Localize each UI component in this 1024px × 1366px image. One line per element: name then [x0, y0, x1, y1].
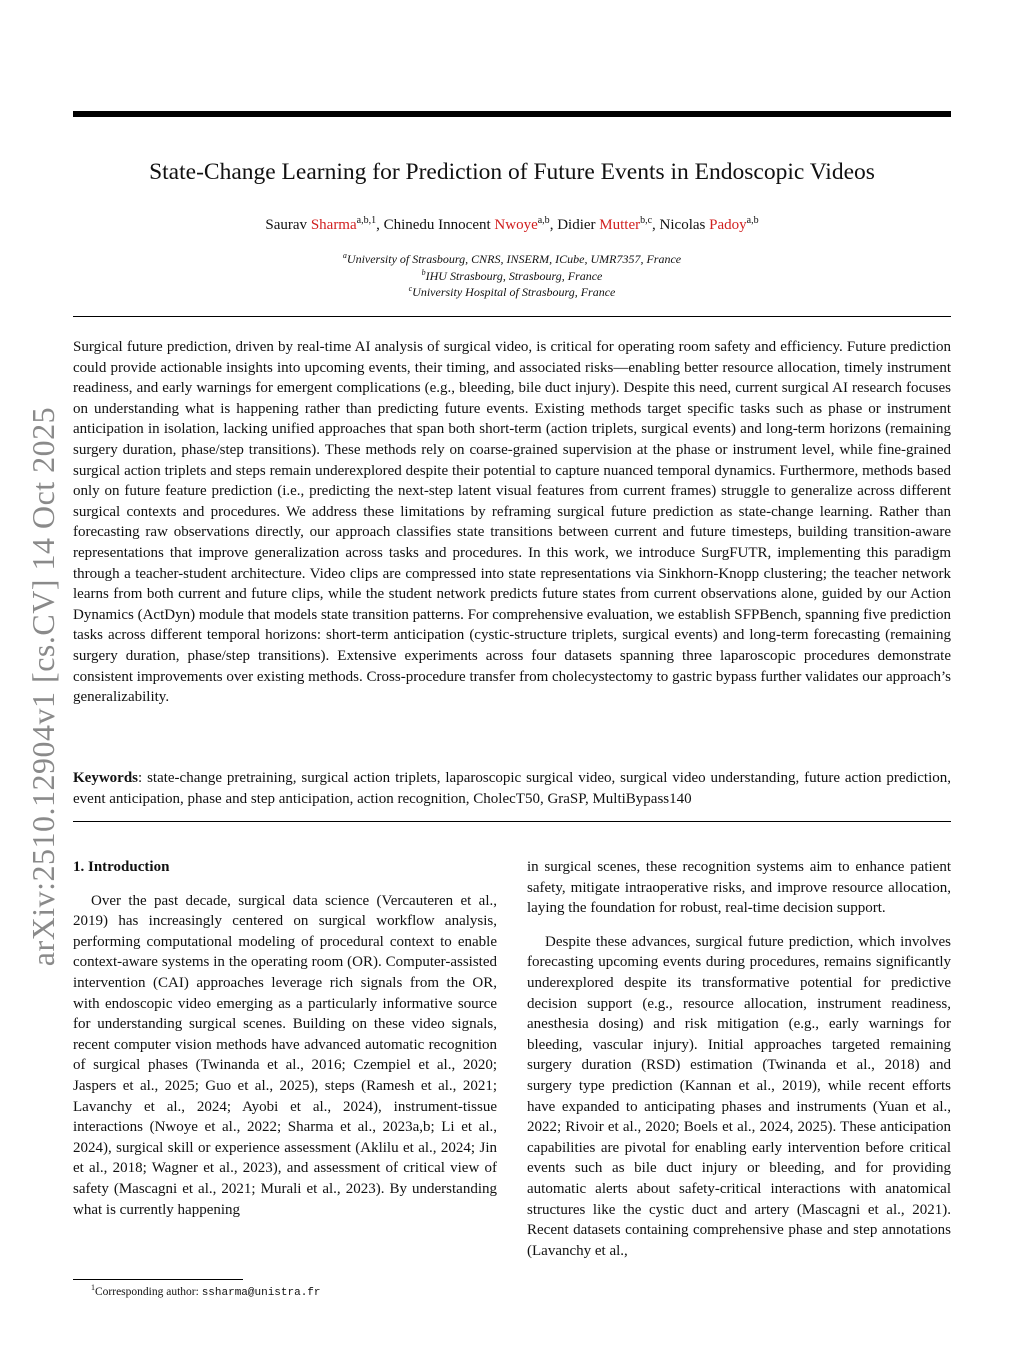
- author-first-name: Didier: [557, 217, 600, 233]
- keywords-text: : state-change pretraining, surgical action triplets, laparoscopic surgical video, surgical video understanding, future action prediction, event anticipation, phase and step anticipation, action recognition, CholecT50, GraSP, MultiBypass140: [73, 770, 951, 807]
- author-separator: ,: [652, 217, 660, 233]
- header-rule: [73, 111, 951, 117]
- author-last-name: Padoy: [709, 217, 747, 233]
- footnote: [73, 1285, 497, 1301]
- abstract-top-rule: [73, 316, 951, 317]
- keywords: [73, 768, 951, 809]
- author-separator: ,: [376, 217, 384, 233]
- affiliation-text: University of Strasbourg, CNRS, INSERM, ICube, UMR7357, France: [346, 252, 682, 266]
- affiliation-mark: a: [342, 251, 347, 260]
- author-first-name: Nicolas: [659, 217, 710, 233]
- affiliation-b: [73, 268, 951, 285]
- author-1: [265, 217, 383, 233]
- author-affiliation-mark: a,b: [537, 215, 550, 226]
- author-2: [384, 217, 558, 233]
- author-last-name: Mutter: [599, 217, 641, 233]
- affiliation-text: IHU Strasbourg, Strasbourg, France: [425, 268, 603, 283]
- author-affiliation-mark: b,c: [640, 215, 653, 226]
- left-column: [73, 857, 497, 1220]
- arxiv-identifier: [24, 386, 64, 986]
- footnote-email: ssharma@unistra.fr: [201, 1287, 321, 1299]
- affiliation-mark: c: [408, 284, 413, 293]
- footnote-mark: 1: [91, 1283, 95, 1293]
- paper-title: State-Change Learning for Prediction of Future Events in Endoscopic Videos: [149, 159, 875, 185]
- abstract-bottom-rule: [73, 821, 951, 822]
- author-affiliation-mark: a,b: [746, 215, 759, 226]
- affiliation-mark: b: [421, 267, 426, 277]
- author-last-name: Sharma: [310, 217, 357, 233]
- right-column: [527, 857, 951, 1261]
- arxiv-identifier-text: arXiv:2510.12904v1 [cs.CV] 14 Oct 2025: [25, 406, 62, 966]
- footnote-rule: [73, 1279, 243, 1280]
- paragraph: in surgical scenes, these recognition systems aim to enhance patient safety, mitigate intraoperative risks, and improve resource allocation, laying the foundation for robust, real-time decision support.: [527, 859, 951, 917]
- paragraph: Over the past decade, surgical data science (Vercauteren et al., 2019) has increasingly centered on surgical workflow analysis, performing computational modeling of procedural context to enable context-aware systems in the operating room (OR). Computer-assisted intervention (CAI) approaches leverage rich signals from the OR, with endoscopic video emerging as a particularly informative source for understanding surgical scenes. Building on these video signals, recent computer vision methods have advanced automatic recognition of surgical phases (Twinanda et al., 2016; Czempiel et al., 2020; Jaspers et al., 2025; Guo et al., 2025), steps (Ramesh et al., 2021; Lavanchy et al., 2024; Ayobi et al., 2024), instrument-tissue interactions (Nwoye et al., 2022; Sharma et al., 2023a,b; Li et al., 2024), surgical skill or experience assessment (Aklilu et al., 2024; Jin et al., 2018; Wagner et al., 2023), and assessment of critical view of safety (Mascagni et al., 2021; Murali et al., 2023). By understanding what is currently happening: [73, 892, 497, 1218]
- author-3: [557, 217, 659, 233]
- affiliation-c: [73, 284, 951, 301]
- author-list: [73, 214, 951, 236]
- author-first-name: Chinedu Innocent: [383, 217, 495, 233]
- keywords-label: Keywords: [73, 770, 138, 786]
- abstract: Surgical future prediction, driven by real-time AI analysis of surgical video, is critical for operating room safety and efficiency. Future prediction could provide actionable insights into upcoming events, their timing, and associated risks—enabling better resource allocation, timely instrument readiness, and early warnings for emergent complications (e.g., bleeding, bile duct injury). Despite this need, current surgical AI research focuses on understanding what is happening rather than predicting future events. Existing methods target specific tasks such as phase or instrument anticipation in isolation, lacking unified approaches that span both short-term (action triplets, surgical events) and long-term horizons (remaining surgery duration, phase/step transitions). These methods rely on coarse-grained supervision at the phase or instrument level, while fine-grained surgical action triplets and steps remain underexplored despite their potential to capture nuanced temporal dynamics. Furthermore, methods based only on future feature prediction (i.e., predicting the next-step latent visual features from current frames) struggle to generalize across different surgical contexts and procedures. We address these limitations by reframing surgical future prediction as state-change learning. Rather than forecasting raw observations directly, our approach classifies state transitions between current and future timesteps, building transition-aware representations that improve generalization across tasks and procedures. In this work, we introduce SurgFUTR, implementing this paradigm through a teacher-student architecture. Video clips are compressed into state representations via Sinkhorn-Knopp clustering; the teacher network learns from both current and future clips, while the student network predicts future states from current observations alone, guided by our Action Dynamics (ActDyn) module that models state transition patterns. For comprehensive evaluation, we establish SFPBench, spanning five prediction tasks across different temporal horizons: short-term anticipation (cystic-structure triplets, surgical events) and long-term forecasting (remaining surgery duration, phase/step transitions). Extensive experiments across four datasets spanning three laparoscopic procedures demonstrate consistent improvements over existing methods. Cross-procedure transfer from cholecystectomy to gastric bypass further validates our approach’s generalizability.: [73, 339, 951, 706]
- author-separator: ,: [549, 217, 558, 233]
- footnote-text: Corresponding author:: [95, 1286, 202, 1298]
- affiliation-a: [73, 251, 951, 268]
- author-first-name: Saurav: [265, 217, 311, 233]
- affiliation-list: [73, 251, 951, 301]
- author-4: [660, 217, 759, 233]
- author-affiliation-mark: a,b,1: [356, 215, 377, 226]
- affiliation-text: University Hospital of Strasbourg, France: [412, 285, 616, 299]
- paragraph: Despite these advances, surgical future prediction, which involves forecasting upcoming events during procedures, remains significantly underexplored despite its transformative potential for predictive decision support (e.g., resource allocation, instrument readiness, anesthesia dosing) and risk mitigation (e.g., early warnings for bleeding, vascular injury). Initial approaches targeted remaining surgery duration (RSD) estimation (Twinanda et al., 2018) and surgery type prediction (Kannan et al., 2019), while recent efforts have expanded to anticipating phases and instruments (Yuan et al., 2022; Rivoir et al., 2020; Boels et al., 2024, 2025). These anticipation capabilities are pivotal for enabling early intervention before critical events such as bile duct injury or bleeding, and for providing automatic alerts about safety-critical interactions with anatomical structures like the cystic duct and artery (Mascagni et al., 2021). Recent datasets containing comprehensive phase and step annotations (Lavanchy et al.,: [527, 933, 951, 1259]
- author-last-name: Nwoye: [494, 217, 538, 233]
- section-heading: 1. Introduction: [73, 859, 170, 875]
